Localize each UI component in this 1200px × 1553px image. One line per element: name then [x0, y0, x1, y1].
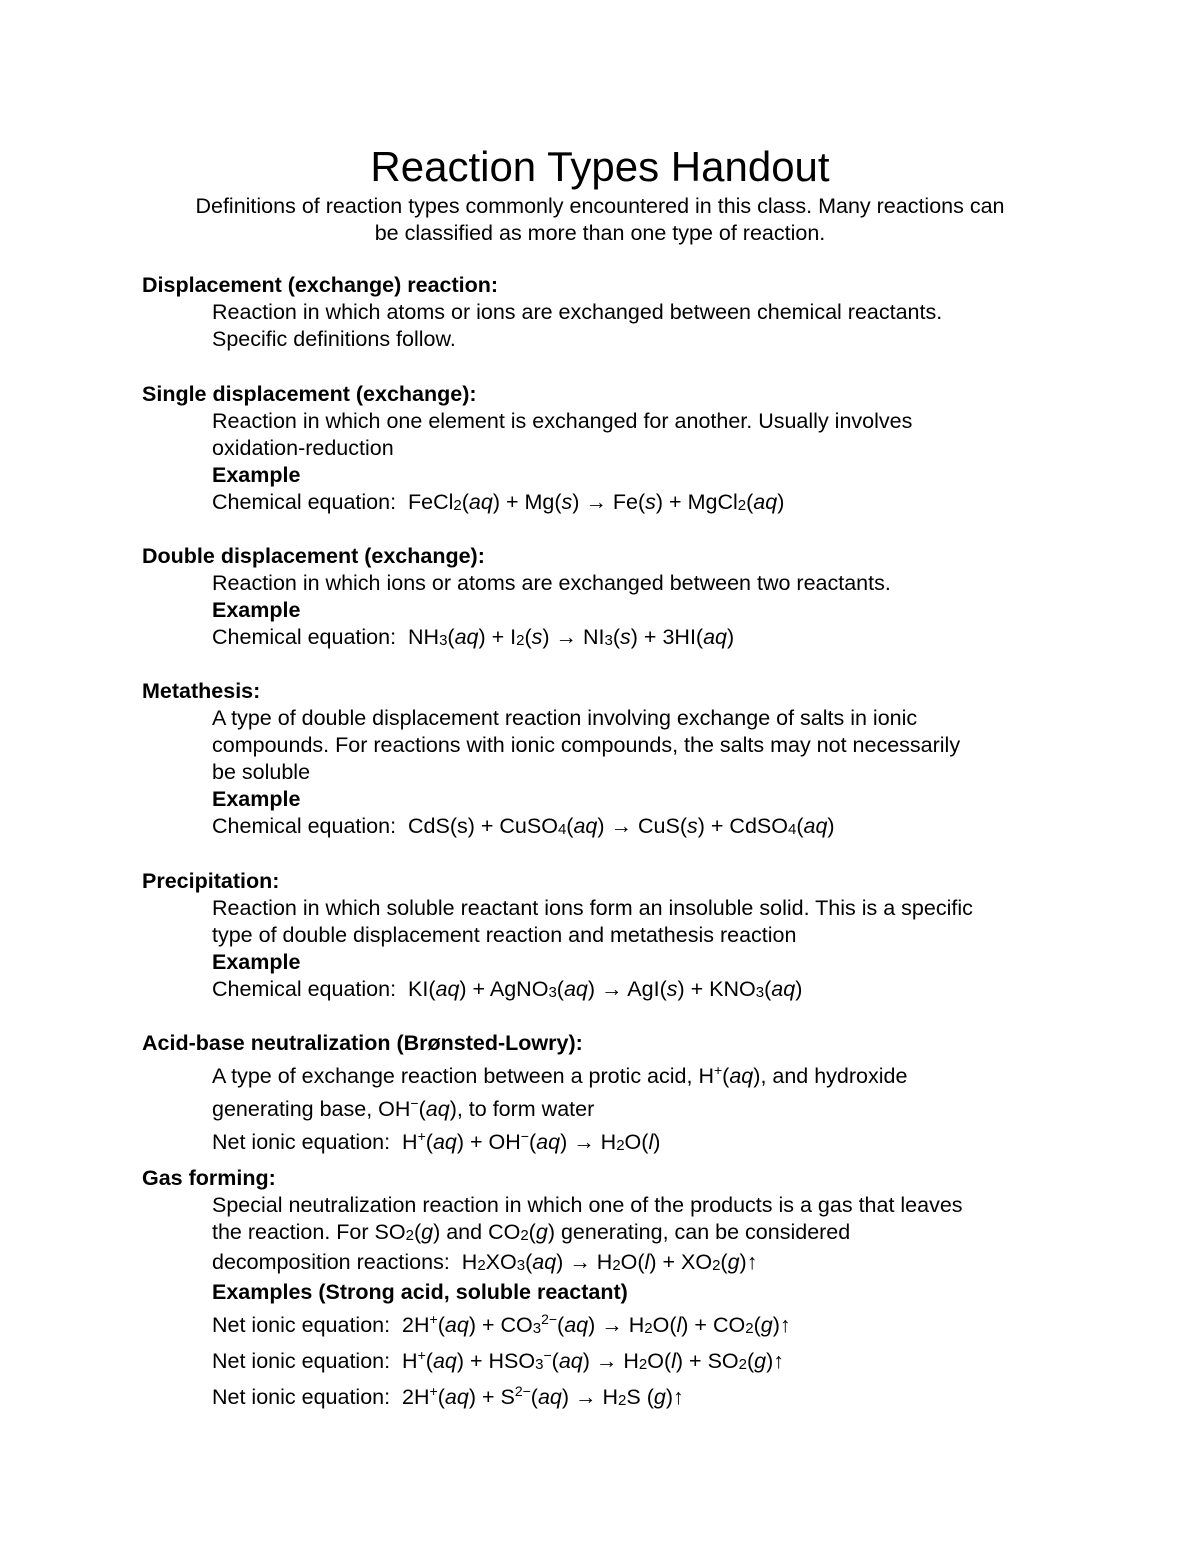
- arrow-icon: →: [585, 490, 607, 514]
- up-arrow-icon: ↑: [779, 1313, 791, 1337]
- section-body: [212, 299, 1082, 353]
- arrow-icon: →: [555, 625, 578, 649]
- definition-text: generating, can be considered: [554, 1220, 851, 1244]
- section-body: [212, 705, 1082, 843]
- section-double-displacement: [142, 543, 1082, 654]
- equation-label: Chemical equation:: [212, 977, 397, 1001]
- definition-line: be soluble: [212, 760, 311, 784]
- definition-text: the reaction. For SO: [212, 1220, 406, 1244]
- equation-label: Chemical equation:: [212, 625, 397, 649]
- arrow-icon: →: [573, 1130, 595, 1154]
- example-label: Example: [212, 787, 301, 811]
- example-label: Example: [212, 463, 301, 487]
- definition-line: Special neutralization reaction in which one of the products is a gas that leaves: [212, 1193, 963, 1217]
- section-heading: Displacement (exchange) reaction:: [142, 273, 499, 297]
- arrow-icon: →: [569, 1250, 591, 1274]
- net-ionic-equation: Net ionic equation: $2H^+(aq) + S^{2-}(aq) \to H2S$ (g)↑: [212, 1383, 684, 1409]
- definition-line: generating base, OH−(aq), to form water: [212, 1095, 595, 1121]
- section-acid-base: [142, 1030, 1082, 1159]
- definition-line: the reaction. For SO2(g) and CO2(g) generating, can be considered: [212, 1220, 851, 1244]
- net-ionic-equation: Net ionic equation: H+(aq) + OH−(aq) → H2O(l): [212, 1128, 661, 1154]
- equation-label: Net ionic equation:: [212, 1130, 391, 1154]
- definition-text: decomposition reactions:: [212, 1250, 450, 1274]
- section-heading: Acid-base neutralization (Brønsted-Lowry):: [142, 1031, 583, 1055]
- definition-line: oxidation-reduction: [212, 436, 394, 460]
- net-ionic-equation: Net ionic equation: H+(aq) + HSO3−(aq) → H2O(l) + SO2(g)↑: [212, 1347, 785, 1373]
- chemical-equation: Chemical equation: FeCl2(aq) + Mg(s) → Fe(s) + MgCl2(aq): [212, 490, 785, 514]
- equation-label: Net ionic equation:: [212, 1349, 391, 1373]
- definition-text: and CO: [440, 1220, 521, 1244]
- definition-text: generating base, OH: [212, 1097, 411, 1121]
- section-displacement: [142, 272, 1082, 353]
- up-arrow-icon: ↑: [746, 1250, 758, 1274]
- up-arrow-icon: ↑: [673, 1385, 684, 1409]
- section-precipitation: [142, 868, 1082, 1006]
- definition-line: Reaction in which soluble reactant ions form an insoluble solid. This is a specific: [212, 896, 973, 920]
- definition-line: Reaction in which ions or atoms are exchanged between two reactants.: [212, 571, 891, 595]
- arrow-icon: →: [610, 814, 633, 838]
- chemical-equation: Chemical equation: CdS(s) + CuSO4(aq) → CuS(s) + CdSO4(aq): [212, 814, 835, 838]
- definition-text: , to form water: [456, 1097, 595, 1121]
- equation-label: Net ionic equation:: [212, 1385, 391, 1409]
- up-arrow-icon: ↑: [773, 1349, 785, 1373]
- definition-text: , and hydroxide: [760, 1064, 908, 1088]
- subtitle-line: be classified as more than one type of reaction.: [374, 221, 826, 245]
- arrow-icon: →: [601, 1313, 623, 1337]
- section-heading: Precipitation:: [142, 869, 280, 893]
- example-label: Example: [212, 950, 301, 974]
- definition-text: A type of exchange reaction between a protic acid, H: [212, 1064, 714, 1088]
- definition-line: A type of double displacement reaction involving exchange of salts in ionic: [212, 706, 918, 730]
- section-body: [212, 1057, 1082, 1159]
- definition-line: compounds. For reactions with ionic compounds, the salts may not necessarily: [212, 733, 961, 757]
- section-heading: Gas forming:: [142, 1166, 276, 1190]
- definition-line: Reaction in which one element is exchanged for another. Usually involves: [212, 409, 913, 433]
- subtitle-line: Definitions of reaction types commonly encountered in this class. Many reactions can: [195, 194, 1005, 218]
- net-ionic-equation: Net ionic equation: $2H^+(aq) + CO3^{2-}(aq) \to H2O(l)$ + CO2(g)↑: [212, 1311, 791, 1337]
- section-body: [212, 408, 1082, 519]
- definition-line: decomposition reactions: H2XO3(aq) → H2O(l) + XO2(g)↑: [212, 1250, 758, 1274]
- section-heading: Metathesis:: [142, 679, 261, 703]
- section-single-displacement: [142, 381, 1082, 519]
- chemical-equation: Chemical equation: NH3(aq) + I2(s) → NI3(s) + 3HI(aq): [212, 625, 735, 649]
- equation-label: Chemical equation:: [212, 814, 397, 838]
- definition-line: Reaction in which atoms or ions are exchanged between chemical reactants.: [212, 300, 943, 324]
- section-gas-forming: [142, 1165, 1082, 1414]
- arrow-icon: →: [575, 1385, 597, 1409]
- section-heading: Single displacement (exchange):: [142, 382, 477, 406]
- example-label: Examples (Strong acid, soluble reactant): [212, 1280, 628, 1304]
- example-label: Example: [212, 598, 301, 622]
- definition-line: A type of exchange reaction between a protic acid, H+(aq), and hydroxide: [212, 1062, 908, 1088]
- definition-line: type of double displacement reaction and metathesis reaction: [212, 923, 797, 947]
- section-body: [212, 895, 1082, 1006]
- equation-label: Chemical equation:: [212, 490, 397, 514]
- section-body: [212, 570, 1082, 654]
- section-metathesis: [142, 678, 1082, 843]
- arrow-icon: →: [601, 977, 623, 1001]
- page-subtitle: [140, 193, 1060, 247]
- arrow-icon: →: [595, 1349, 618, 1373]
- page-title: Reaction Types Handout: [370, 143, 830, 190]
- section-heading: Double displacement (exchange):: [142, 544, 485, 568]
- chemical-equation: Chemical equation: KI(aq) + AgNO3(aq) → AgI(s) + KNO3(aq): [212, 977, 803, 1001]
- section-body: [212, 1192, 1082, 1414]
- equation-label: Net ionic equation:: [212, 1313, 391, 1337]
- definition-line: Specific definitions follow.: [212, 327, 456, 351]
